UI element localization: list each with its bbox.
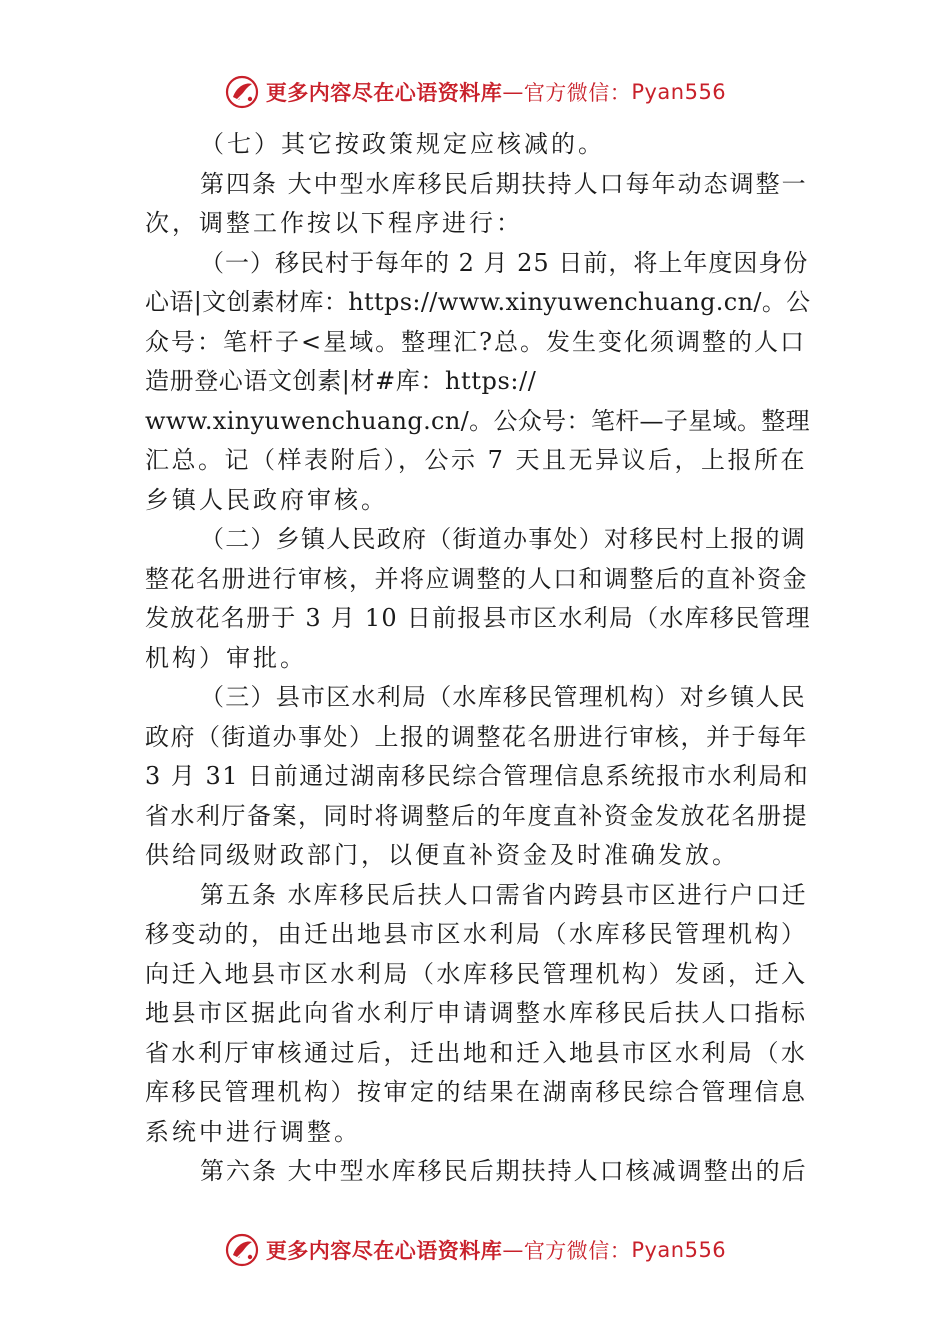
text-line: 系统中进行调整。 <box>145 1117 361 1146</box>
text-line: 汇总。记（样表附后），公示 7 天且无异议后，上报所在 <box>145 446 808 474</box>
banner-title: 更多内容尽在心语资料库 <box>265 1239 503 1263</box>
text-line: 众号：笔杆子<星域。整理汇?总。发生变化须调整的人口 <box>145 327 806 356</box>
header-watermark-banner <box>0 70 950 114</box>
text-line: 第六条 大中型水库移民后期扶持人口核减调整出的后 <box>200 1157 808 1185</box>
text-line: 省水利厅审核通过后，迁出地和迁入地县市区水利局（水 <box>145 1038 808 1067</box>
text-line: （二）乡镇人民政府（街道办事处）对移民村上报的调 <box>200 525 806 553</box>
text-line: 次，调整工作按以下程序进行： <box>145 209 523 237</box>
text-line: 政府（街道办事处）上报的调整花名册进行审核，并于每年 <box>145 722 808 751</box>
text-line: （三）县市区水利局（水库移民管理机构）对乡镇人民 <box>200 683 806 711</box>
banner-title: 更多内容尽在心语资料库 <box>265 81 503 105</box>
footer-watermark-banner <box>0 1228 950 1272</box>
banner-separator: — <box>502 80 524 104</box>
document-body <box>145 125 810 1192</box>
text-line: 第四条 大中型水库移民后期扶持人口每年动态调整一 <box>200 169 808 198</box>
text-line: www.xinyuwenchuang.cn/。公众号：笔杆—子星域。整理 <box>145 406 810 435</box>
text-line: （七）其它按政策规定应核减的。 <box>200 130 605 158</box>
text-line: 乡镇人民政府审核。 <box>145 485 388 514</box>
text-line: （一）移民村于每年的 2 月 25 日前，将上年度因身份 <box>200 248 809 277</box>
banner-wechat-id: Pyan556 <box>631 80 727 104</box>
brand-logo-icon <box>224 1232 260 1268</box>
banner-official-label: 官方微信： <box>523 81 632 105</box>
text-line: 库移民管理机构）按审定的结果在湖南移民综合管理信息 <box>145 1078 808 1106</box>
text-line: 第五条 水库移民后扶人口需省内跨县市区进行户口迁 <box>200 880 808 909</box>
text-line: 移变动的，由迁出地县市区水利局（水库移民管理机构） <box>145 920 808 948</box>
brand-logo-icon <box>224 74 260 110</box>
text-line: 机构）审批。 <box>145 643 307 672</box>
text-line: 发放花名册于 3 月 10 日前报县市区水利局（水库移民管理 <box>145 604 811 632</box>
text-line: 心语|文创素材库：https://www.xinyuwenchuang.cn/。公 <box>145 288 811 316</box>
banner-separator: — <box>502 1238 524 1262</box>
banner-official-label: 官方微信： <box>523 1239 632 1263</box>
text-line: 向迁入地县市区水利局（水库移民管理机构）发函，迁入 <box>145 959 808 988</box>
text-line: 供给同级财政部门，以便直补资金及时准确发放。 <box>145 841 739 869</box>
text-line: 地县市区据此向省水利厅申请调整水库移民后扶人口指标 <box>145 999 808 1027</box>
text-line: 整花名册进行审核，并将应调整的人口和调整后的直补资金 <box>145 564 808 593</box>
text-line: 造册登心语文创素|材#库：https:// <box>145 367 537 395</box>
text-line: 省水利厅备案，同时将调整后的年度直补资金发放花名册提 <box>145 801 808 830</box>
banner-wechat-id: Pyan556 <box>631 1238 727 1262</box>
text-line: 3 月 31 日前通过湖南移民综合管理信息系统报市水利局和 <box>145 762 810 790</box>
